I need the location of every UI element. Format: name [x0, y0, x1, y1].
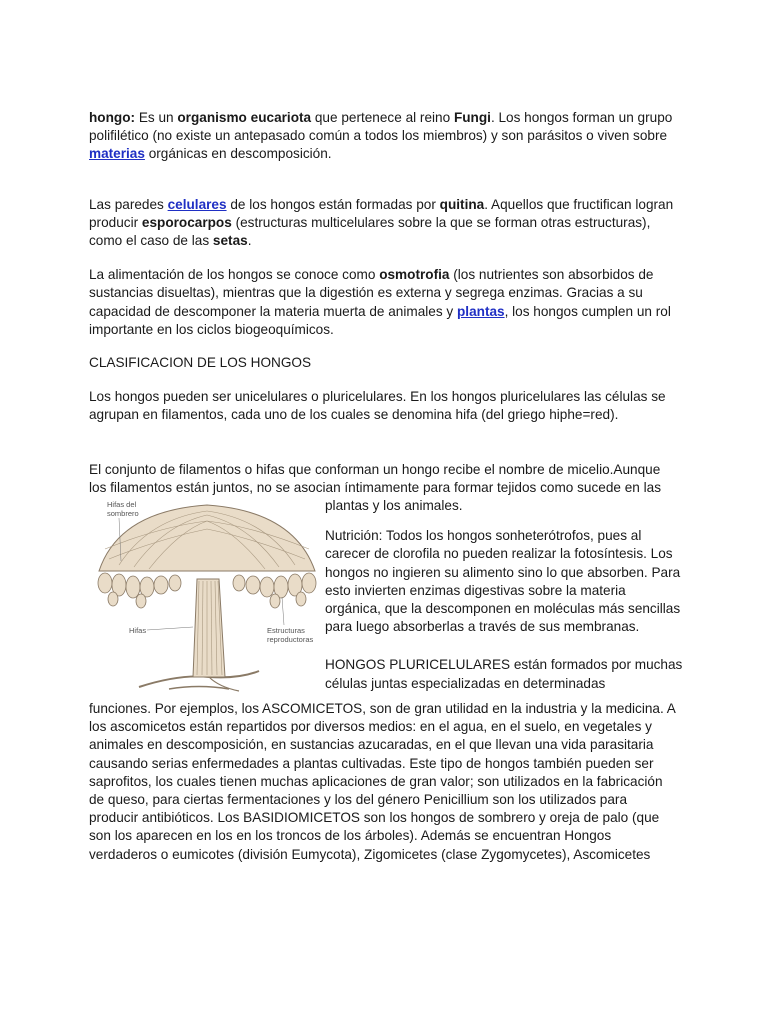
paragraph-hongo-definition	[89, 109, 679, 164]
text: . Los hongos forman un grupo polifilético (no existe un antepasado común a todos los miembros) y son parásitos o viven sobre	[89, 110, 673, 144]
fungus-diagram	[89, 499, 321, 695]
term-organismo-eucariota: organismo eucariota	[177, 110, 312, 125]
text: . Aquellos que fructifican logran producir	[89, 196, 674, 230]
paragraph-paredes-celulares	[89, 196, 679, 251]
term-setas: setas	[212, 233, 248, 249]
text: (los nutrientes son absorbidos de sustancias disueltas), mientras que la digestión es externa y segrega enzimas. Gracias a su capacidad de descomponer la materia muerta de animales y	[89, 267, 654, 319]
text: (estructuras multicelulares sobre la que se forman otras estructuras), como el caso de las	[89, 214, 651, 249]
text: orgánicas en descomposición.	[144, 146, 332, 162]
text: La alimentación de los hongos se conoce como	[89, 267, 380, 283]
paragraph-alimentacion	[89, 266, 679, 339]
text: , los hongos cumplen un rol importante en los ciclos biogeoquímicos.	[89, 303, 671, 337]
paragraph-micelio-continued: plantas y los animales.	[325, 498, 463, 514]
text: .	[247, 233, 252, 249]
paragraph-unicelulares: Los hongos pueden ser unicelulares o pluricelulares. En los hongos pluricelulares las células se agrupan en filamentos, cada uno de los cuales se denomina hifa (del griego hiphe=red).	[89, 389, 666, 423]
term-quitina: quitina	[439, 196, 485, 212]
term-esporocarpos: esporocarpos	[141, 214, 232, 230]
text: de los hongos están formadas por	[226, 196, 440, 212]
term-hongo: hongo:	[89, 110, 136, 125]
text: Es un	[135, 110, 178, 125]
paragraph-pluricelulares-continued: funciones. Por ejemplos, los ASCOMICETOS, son de gran utilidad en la industria y la medicina. A los ascomicetos están repartidos por diversos medios: en el agua, en el suelo, en vegetales y animales en descomposición, en sustancias azucaradas, en el que llevan una vida parasitaria causando serias enfermedades a plantas cultivadas. Este tipo de hongos también pueden ser saprofitos, los cuales tienen muchas aplicaciones de gran valor; son utilizados en la fabricación de queso, para ciertas fermentaciones y los del género Penicillium son los utilizados para producir antibióticos. Los BASIDIOMICETOS son los hongos de sombrero y oreja de palo (que son los aparecen en los en los troncos de los árboles). Además se encuentran Hongos verdaderos o eumicotes (división Eumycota), Zigomicetes (clase Zygomycetes), Ascomicetes	[89, 701, 676, 862]
label-estructuras-1: Estructuras	[267, 626, 305, 636]
term-osmotrofia: osmotrofia	[379, 267, 450, 283]
label-hifas-sombrero-2: sombrero	[107, 509, 139, 519]
text: que pertenece al reino	[311, 110, 454, 125]
document-page	[89, 109, 683, 864]
label-estructuras-2: reproductoras	[267, 635, 314, 645]
paragraph-pluricelulares-start: HONGOS PLURICELULARES están formados por muchas células juntas especializadas en determinadas	[325, 657, 683, 691]
paragraph-nutricion: Nutrición: Todos los hongos sonheterótrofos, pues al carecer de clorofila no pueden realizar la fotosíntesis. Los hongos no ingieren su alimento sino lo que absorben. Para esto invierten enzimas digestivas sobre la materia orgánica, que la descomponen en moléculas más sencillas para luego absorberlas a través de sus membranas.	[325, 528, 681, 635]
label-hifas-sombrero-1: Hifas del	[107, 500, 137, 510]
right-column	[325, 497, 685, 693]
term-fungi: Fungi	[453, 110, 491, 125]
link-materias[interactable]: materias	[89, 146, 145, 162]
link-plantas[interactable]: plantas	[457, 303, 505, 319]
figure-row	[89, 497, 683, 700]
section-heading-clasificacion: CLASIFICACION DE LOS HONGOS	[89, 355, 312, 371]
paragraph-micelio: El conjunto de filamentos o hifas que conforman un hongo recibe el nombre de micelio.Aunque los filamentos están juntos, no se asocian íntimamente para formar tejidos como sucede en las	[89, 461, 661, 495]
label-hifas: Hifas	[129, 626, 147, 636]
text: Las paredes	[89, 196, 168, 212]
link-celulares[interactable]: celulares	[167, 196, 227, 212]
